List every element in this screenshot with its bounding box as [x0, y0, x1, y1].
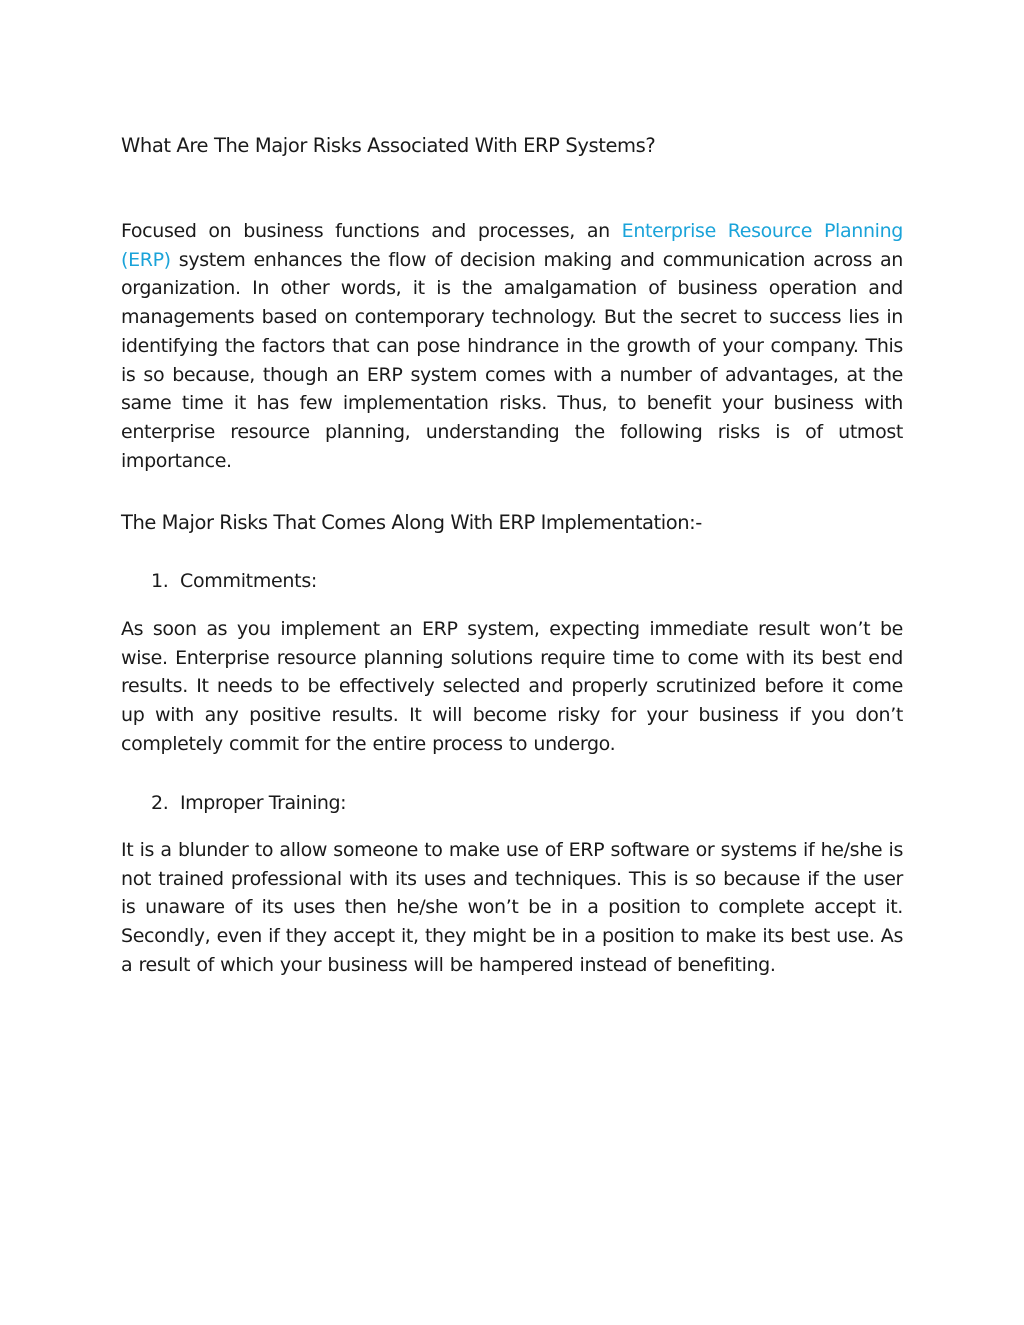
- risks-subheading: The Major Risks That Comes Along With ERP Implementation:-: [121, 511, 702, 534]
- intro-text-after-link: system enhances the flow of decision making and communication across an organization. In other words, it is the amalgamation of business operation and managements based on contemporary technology. But the secret to success lies in identifying the factors that can pose hindrance in the growth of your company. This is so because, though an ERP system comes with a number of advantages, at the same time it has few implementation risks. Thus, to benefit your business with enterprise resource planning, understanding the following risks is of utmost importance.: [121, 248, 903, 472]
- risk-heading-commitments: [151, 567, 317, 595]
- list-number: 2.: [151, 792, 169, 814]
- intro-text-before-link: Focused on business functions and processes, an: [121, 220, 622, 242]
- erp-link[interactable]: Enterprise Resource Planning (ERP): [121, 220, 903, 271]
- risk-heading-text: Improper Training:: [180, 792, 347, 814]
- risk-body-commitments: As soon as you implement an ERP system, expecting immediate result won’t be wise. Enterprise resource planning solutions require time to come with its best end results. It needs to be effectively selected and properly scrutinized before it come up with any positive results. It will become risky for your business if you don’t completely commit for the entire process to undergo.: [121, 618, 903, 755]
- risk-heading-improper-training: [151, 789, 346, 817]
- risk-body-improper-training: It is a blunder to allow someone to make use of ERP software or systems if he/she is not trained professional with its uses and techniques. This is so because if the user is unaware of its uses then he/she won’t be in a position to complete accept it. Secondly, even if they accept it, they might be in a position to make its best use. As a result of which your business will be hampered instead of benefiting.: [121, 839, 903, 976]
- list-number: 1.: [151, 570, 169, 592]
- page-title: What Are The Major Risks Associated With ERP Systems?: [121, 134, 656, 157]
- risk-heading-text: Commitments:: [180, 570, 318, 592]
- intro-paragraph: [121, 217, 903, 475]
